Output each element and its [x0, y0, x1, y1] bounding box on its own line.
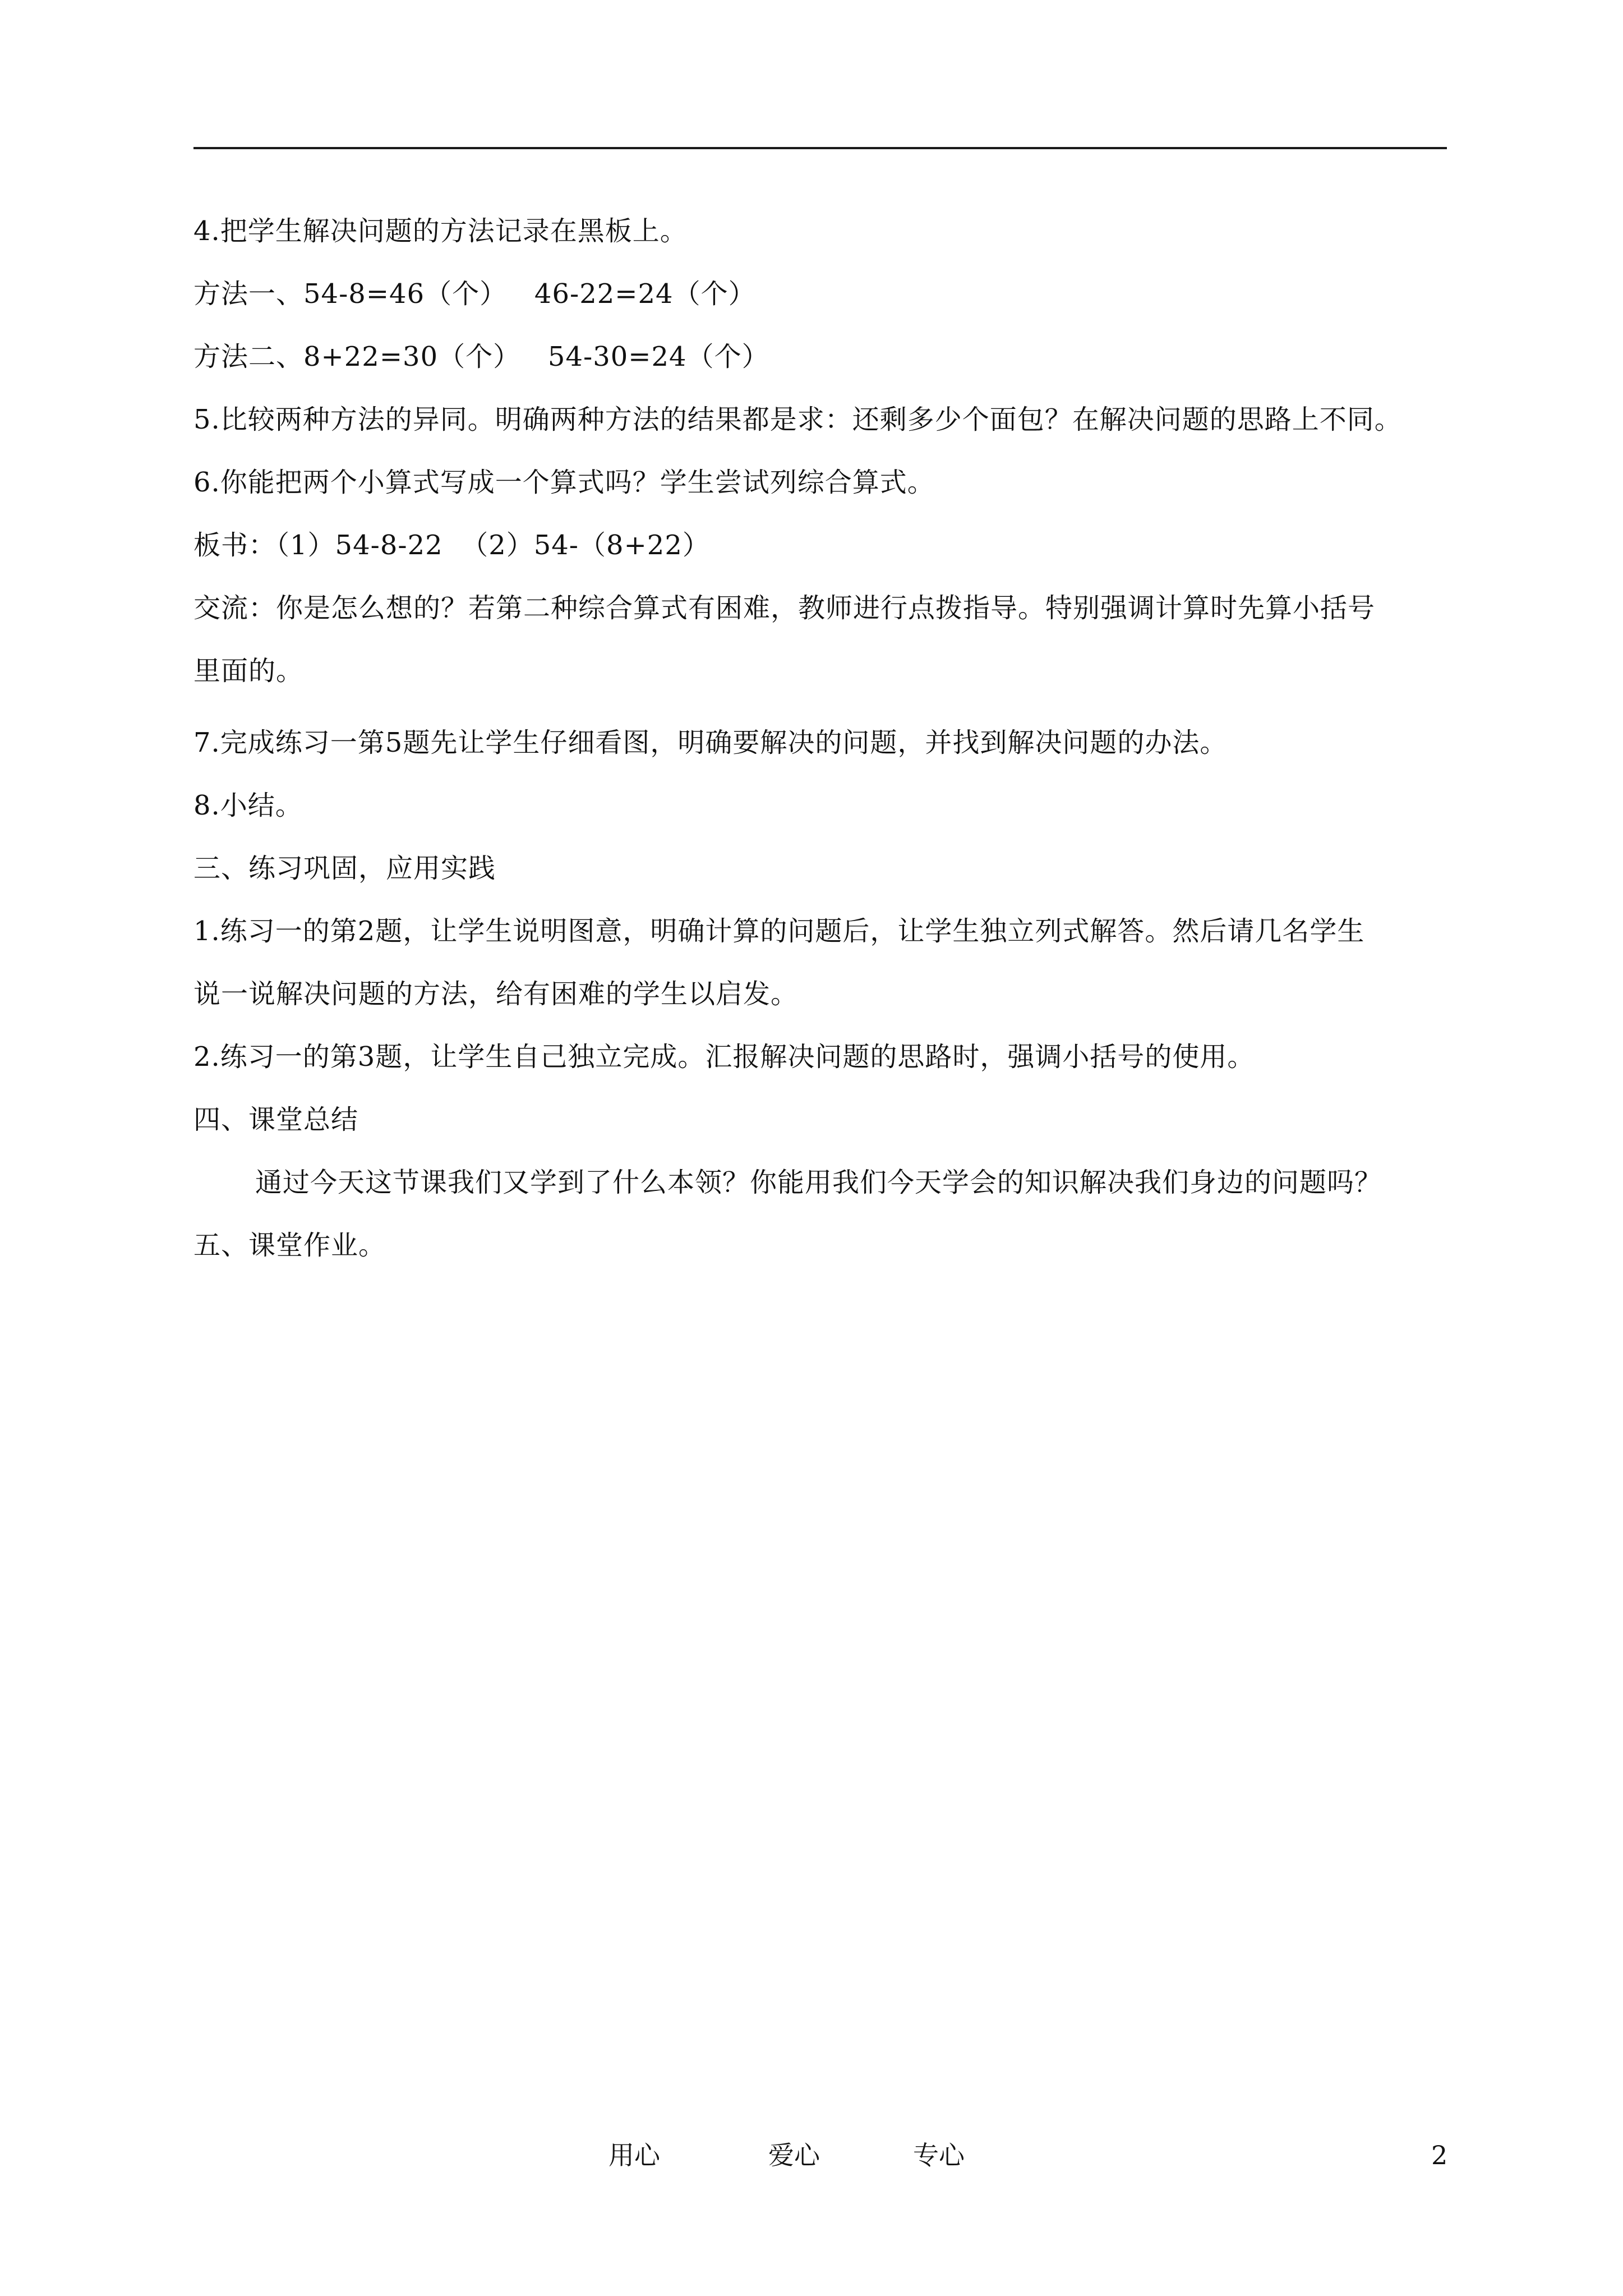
text-line: 2.练习一的第3题，让学生自己独立完成。汇报解决问题的思路时，强调小括号的使用。 [193, 1041, 1255, 1073]
section-heading: 五、课堂作业。 [193, 1230, 386, 1261]
text-line: 通过今天这节课我们又学到了什么本领？你能用我们今天学会的知识解决我们身边的问题吗？ [255, 1167, 1382, 1198]
page-number: 2 [1431, 2140, 1448, 2170]
text-line: 7.完成练习一第5题先让学生仔细看图，明确要解决的问题，并找到解决问题的办法。 [193, 727, 1228, 758]
header-rule [193, 147, 1447, 149]
section-heading: 四、课堂总结 [193, 1104, 359, 1135]
footer-motto-2: 爱心 [768, 2140, 820, 2170]
text-line: 方法二、8+22=30（个） 54-30=24（个） [193, 341, 769, 372]
text-line: 8.小结。 [193, 790, 303, 821]
footer-motto-3: 专心 [913, 2140, 965, 2170]
text-line: 1.练习一的第2题，让学生说明图意，明确计算的问题后，让学生独立列式解答。然后请几名学生 [193, 915, 1365, 947]
text-line: 交流：你是怎么想的？若第二种综合算式有困难，教师进行点拨指导。特别强调计算时先算小括号 [193, 592, 1376, 624]
text-line: 4.把学生解决问题的方法记录在黑板上。 [193, 215, 688, 247]
text-line: 板书：（1）54-8-22 （2）54-（8+22） [193, 530, 710, 561]
text-line: 方法一、54-8=46（个） 46-22=24（个） [193, 278, 756, 310]
text-line: 5.比较两种方法的异同。明确两种方法的结果都是求：还剩多少个面包？在解决问题的思路上不同。 [193, 404, 1402, 435]
text-line: 6.你能把两个小算式写成一个算式吗？学生尝试列综合算式。 [193, 467, 935, 498]
text-line: 里面的。 [193, 655, 304, 687]
footer-motto-1: 用心 [608, 2140, 660, 2170]
text-line: 说一说解决问题的方法，给有困难的学生以启发。 [193, 978, 799, 1010]
section-heading: 三、练习巩固，应用实践 [193, 853, 496, 884]
